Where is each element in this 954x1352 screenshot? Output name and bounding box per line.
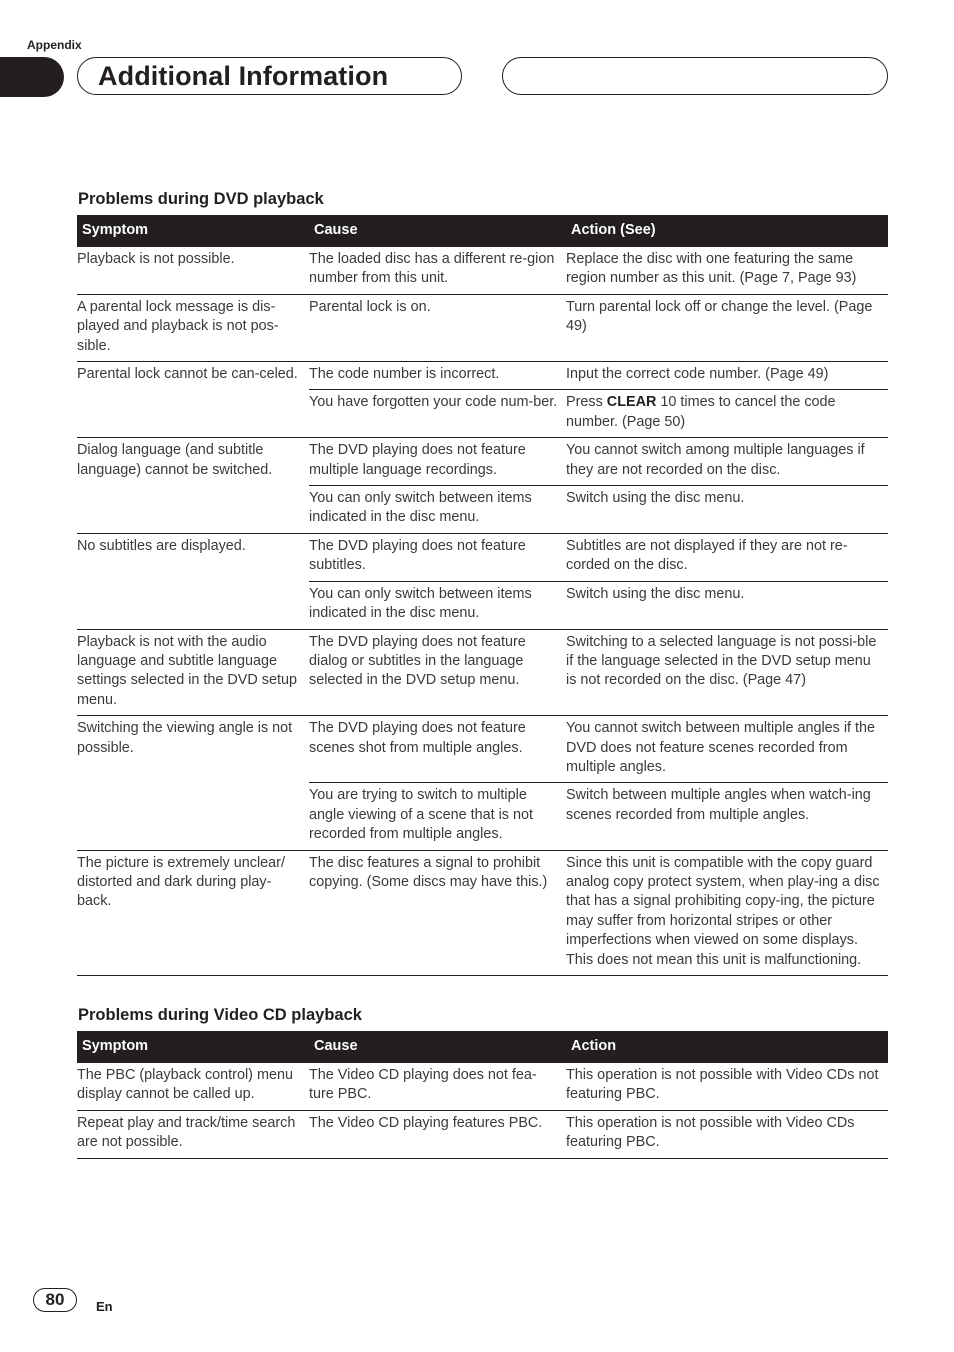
action-cell: Switch between multiple angles when watch-ing scenes recorded from multiple angles.	[566, 783, 888, 850]
action-cell: Turn parental lock off or change the level. (Page 49)	[566, 294, 888, 361]
table-header-row	[77, 1031, 888, 1063]
dvd-troubleshooting-table	[77, 215, 888, 976]
table-row	[77, 850, 888, 975]
action-cell: Replace the disc with one featuring the same region number as this unit. (Page 7, Page 93)	[566, 247, 888, 294]
column-header-symptom: Symptom	[77, 215, 309, 247]
vcd-section-heading: Problems during Video CD playback	[78, 1006, 362, 1024]
cause-cell: The disc features a signal to prohibit copying. (Some discs may have this.)	[309, 850, 566, 975]
symptom-cell: Repeat play and track/time search are not possible.	[77, 1110, 309, 1158]
table-row	[77, 533, 888, 581]
page-number: 80	[33, 1288, 77, 1312]
empty-header-frame	[502, 57, 888, 95]
action-cell: Since this unit is compatible with the copy guard analog copy protect system, when play-ing a disc that has a signal prohibiting copy-ing, the picture may suffer from horizontal stripes or other imperfections when viewed on some displays. This does not mean this unit is malfunctioning.	[566, 850, 888, 975]
appendix-label: Appendix	[27, 38, 82, 52]
table-row	[77, 1110, 888, 1158]
action-cell: This operation is not possible with Video CDs featuring PBC.	[566, 1110, 888, 1158]
language-code: En	[96, 1299, 113, 1314]
action-cell: You cannot switch between multiple angles if the DVD does not feature scenes recorded from multiple angles.	[566, 716, 888, 783]
cause-cell: The DVD playing does not feature subtitles.	[309, 533, 566, 581]
column-header-cause: Cause	[309, 215, 566, 247]
table-row	[77, 247, 888, 294]
symptom-cell: Dialog language (and subtitle language) cannot be switched.	[77, 438, 309, 534]
cause-cell: The DVD playing does not feature multiple language recordings.	[309, 438, 566, 486]
table-row	[77, 362, 888, 390]
action-text-pre: Press	[566, 394, 603, 411]
cause-cell: The DVD playing does not feature dialog or subtitles in the language selected in the DVD setup menu.	[309, 629, 566, 716]
cause-cell: You can only switch between items indicated in the disc menu.	[309, 581, 566, 629]
cause-cell: You are trying to switch to multiple angle viewing of a scene that is not recorded from multiple angles.	[309, 783, 566, 850]
section-tab-marker	[0, 57, 64, 97]
symptom-cell: The PBC (playback control) menu display cannot be called up.	[77, 1063, 309, 1110]
symptom-cell: Parental lock cannot be can-celed.	[77, 362, 309, 438]
symptom-cell: Playback is not possible.	[77, 247, 309, 294]
symptom-cell: Switching the viewing angle is not possible.	[77, 716, 309, 850]
page-title: Additional Information	[98, 61, 389, 91]
table-row	[77, 1063, 888, 1110]
table-header-row	[77, 215, 888, 247]
column-header-cause: Cause	[309, 1031, 566, 1063]
column-header-action: Action	[566, 1031, 888, 1063]
cause-cell: The Video CD playing features PBC.	[309, 1110, 566, 1158]
title-frame	[77, 57, 462, 95]
symptom-cell: Playback is not with the audio language and subtitle language settings selected in the DVD setup menu.	[77, 629, 309, 716]
action-cell	[566, 390, 888, 438]
vcd-troubleshooting-table	[77, 1031, 888, 1159]
clear-key-label: CLEAR	[606, 394, 657, 411]
action-cell: Switching to a selected language is not possi-ble if the language selected in the DVD setup menu is not recorded on the disc. (Page 47)	[566, 629, 888, 716]
cause-cell: You can only switch between items indicated in the disc menu.	[309, 486, 566, 534]
cause-cell: The Video CD playing does not fea-ture PBC.	[309, 1063, 566, 1110]
action-cell: Subtitles are not displayed if they are not re-corded on the disc.	[566, 533, 888, 581]
table-row	[77, 438, 888, 486]
cause-cell: Parental lock is on.	[309, 294, 566, 361]
action-cell: You cannot switch among multiple languages if they are not recorded on the disc.	[566, 438, 888, 486]
table-row	[77, 716, 888, 783]
action-cell: This operation is not possible with Video CDs not featuring PBC.	[566, 1063, 888, 1110]
cause-cell: The DVD playing does not feature scenes shot from multiple angles.	[309, 716, 566, 783]
action-cell: Input the correct code number. (Page 49)	[566, 362, 888, 390]
symptom-cell: No subtitles are displayed.	[77, 533, 309, 629]
symptom-cell: A parental lock message is dis-played and playback is not pos-sible.	[77, 294, 309, 361]
column-header-symptom: Symptom	[77, 1031, 309, 1063]
table-row	[77, 629, 888, 716]
table-row	[77, 294, 888, 361]
dvd-section-heading: Problems during DVD playback	[78, 190, 324, 208]
action-cell: Switch using the disc menu.	[566, 581, 888, 629]
column-header-action: Action (See)	[566, 215, 888, 247]
action-cell: Switch using the disc menu.	[566, 486, 888, 534]
cause-cell: The loaded disc has a different re-gion number from this unit.	[309, 247, 566, 294]
cause-cell: The code number is incorrect.	[309, 362, 566, 390]
action-text-post: 10 times to cancel the code number. (Page 50)	[566, 394, 836, 430]
symptom-cell: The picture is extremely unclear/ distorted and dark during play-back.	[77, 850, 309, 975]
cause-cell: You have forgotten your code num-ber.	[309, 390, 566, 438]
